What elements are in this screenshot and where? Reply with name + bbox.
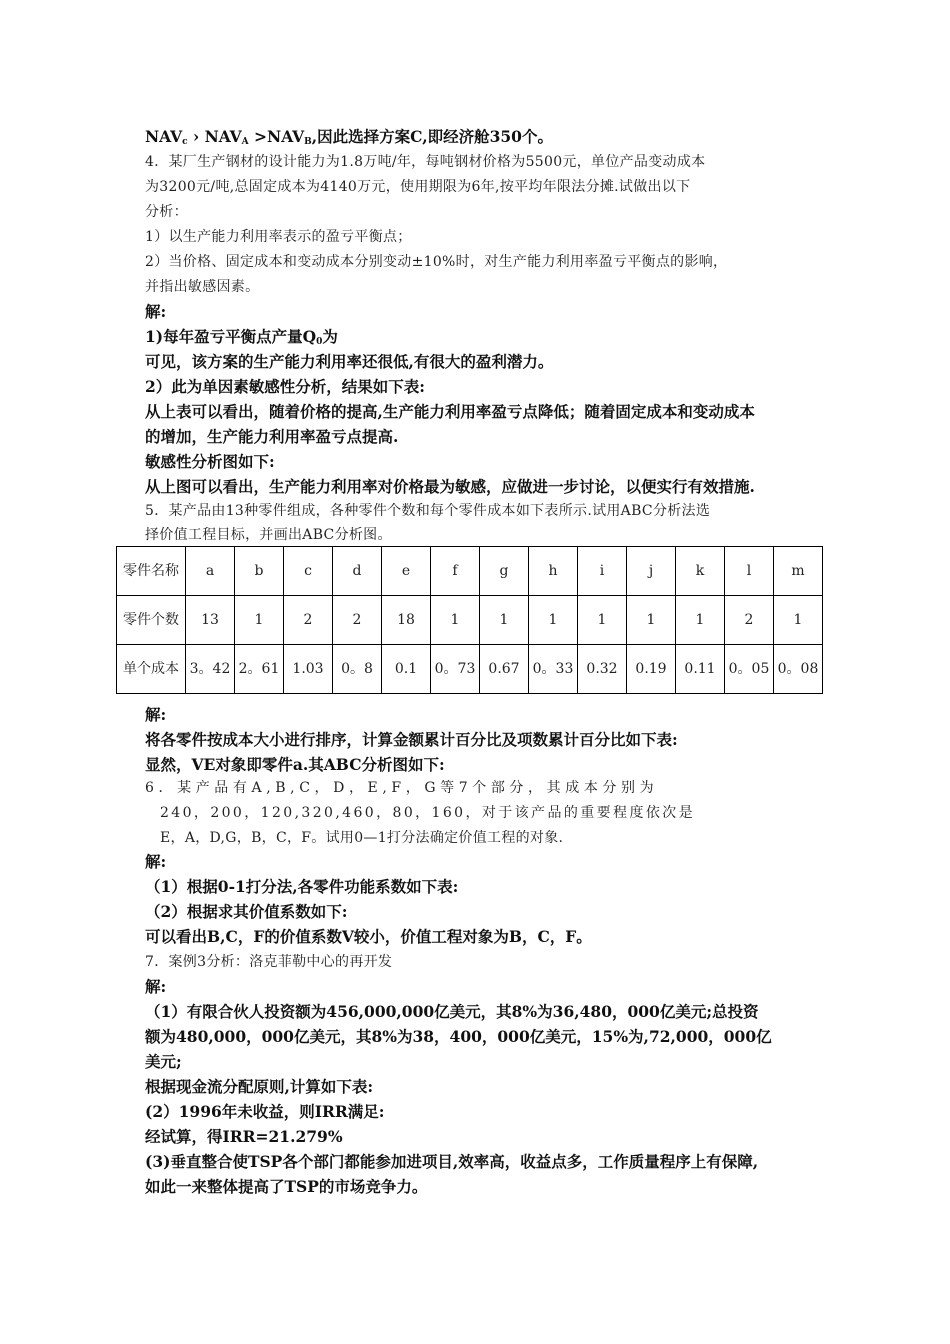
parts-table bbox=[116, 546, 823, 694]
table-cell: 1 bbox=[480, 596, 529, 645]
subscript-a: A bbox=[241, 137, 249, 147]
answer-4-line5: 的增加，生产能力利用率盈亏点提高. bbox=[145, 427, 399, 446]
table-cell: h bbox=[529, 547, 578, 596]
answer-7-label: 解: bbox=[145, 977, 167, 996]
answer-6-line2: （2）根据求其价值系数如下: bbox=[145, 902, 348, 921]
table-cell: 1 bbox=[627, 596, 676, 645]
table-cell: 1 bbox=[578, 596, 627, 645]
table-cell: 13 bbox=[186, 596, 235, 645]
row-header: 零件名称 bbox=[117, 547, 186, 596]
table-cell: a bbox=[186, 547, 235, 596]
text-nav: › NAV bbox=[187, 127, 242, 146]
subscript-c: c bbox=[182, 137, 188, 147]
table-cell: 0.1 bbox=[382, 645, 431, 694]
question-4-line1: 4．某厂生产钢材的设计能力为1.8万吨/年，每吨钢材价格为5500元，单位产品变动成本 bbox=[145, 154, 706, 170]
question-6-line1: 6．某产品有A,B,C，D，E,F，G等7个部分，其成本分别为 bbox=[145, 780, 659, 796]
table-row bbox=[117, 596, 823, 645]
answer-7-line5: (2）1996年未收益，则IRR满足: bbox=[145, 1102, 385, 1121]
table-cell: 2 bbox=[725, 596, 774, 645]
question-4-item2: 2）当价格、固定成本和变动成本分别变动±10%时，对生产能力利用率盈亏平衡点的影响， bbox=[145, 254, 728, 270]
answer-7-line8: 如此一来整体提高了TSP的市场竞争力。 bbox=[145, 1177, 428, 1196]
text-part: 1)每年盈亏平衡点产量Q bbox=[145, 327, 317, 346]
question-4-line2: 为3200元/吨,总固定成本为4140万元，使用期限为6年,按平均年限法分摊.试做出以下 bbox=[145, 179, 691, 195]
table-cell: m bbox=[774, 547, 823, 596]
table-cell: 2。61 bbox=[235, 645, 284, 694]
answer-7-line7: (3)垂直整合使TSP各个部门都能参加进项目,效率高，收益点多，工作质量程序上有保障, bbox=[145, 1152, 759, 1171]
table-cell: j bbox=[627, 547, 676, 596]
table-cell: 1 bbox=[529, 596, 578, 645]
table-cell: 0。8 bbox=[333, 645, 382, 694]
table-cell: e bbox=[382, 547, 431, 596]
question-4-item1: 1）以生产能力利用率表示的盈亏平衡点； bbox=[145, 229, 412, 245]
answer-4-line7: 从上图可以看出，生产能力利用率对价格最为敏感，应做进一步讨论，以便实行有效措施. bbox=[145, 477, 755, 496]
answer-7-line6: 经试算，得IRR=21.279% bbox=[145, 1127, 343, 1146]
table-cell: 0.19 bbox=[627, 645, 676, 694]
answer-7-line3: 美元; bbox=[145, 1052, 182, 1071]
table-cell: l bbox=[725, 547, 774, 596]
table-cell: 18 bbox=[382, 596, 431, 645]
answer-7-line1: （1）有限合伙人投资额为456,000,000亿美元，其8%为36,480，000亿美元;总投资 bbox=[145, 1002, 759, 1021]
table-cell: 1 bbox=[774, 596, 823, 645]
table-cell: b bbox=[235, 547, 284, 596]
table-cell: c bbox=[284, 547, 333, 596]
table-row bbox=[117, 547, 823, 596]
table-cell: k bbox=[676, 547, 725, 596]
answer-6-line3: 可以看出B,C，F的价值系数V较小，价值工程对象为B，C，F。 bbox=[145, 927, 592, 946]
subscript-b: B bbox=[304, 137, 312, 147]
table-cell: f bbox=[431, 547, 480, 596]
text-nav: >NAV bbox=[248, 127, 305, 146]
text-conclusion: ,因此选择方案C,即经济舱350个。 bbox=[311, 127, 553, 146]
table-cell: 0.11 bbox=[676, 645, 725, 694]
table-cell: 3。42 bbox=[186, 645, 235, 694]
table-cell: 0。05 bbox=[725, 645, 774, 694]
question-6-line2: 240，200，120,320,460，80，160，对于该产品的重要程度依次是 bbox=[160, 805, 696, 821]
answer-4-line3: 2）此为单因素敏感性分析，结果如下表: bbox=[145, 377, 426, 396]
answer-4-line4: 从上表可以看出，随着价格的提高,生产能力利用率盈亏点降低；随着固定成本和变动成本 bbox=[145, 402, 755, 421]
table-cell: 2 bbox=[284, 596, 333, 645]
table-cell: d bbox=[333, 547, 382, 596]
table-cell: 0。33 bbox=[529, 645, 578, 694]
table-cell: i bbox=[578, 547, 627, 596]
row-header: 单个成本 bbox=[117, 645, 186, 694]
table-cell: 1 bbox=[676, 596, 725, 645]
table-cell: 0。08 bbox=[774, 645, 823, 694]
table-cell: g bbox=[480, 547, 529, 596]
table-cell: 1.03 bbox=[284, 645, 333, 694]
text-part: 为 bbox=[322, 327, 338, 346]
table-cell: 1 bbox=[431, 596, 480, 645]
answer-5-label: 解: bbox=[145, 705, 167, 724]
text-nav: NAV bbox=[145, 127, 183, 146]
table-row bbox=[117, 645, 823, 694]
answer-5-line2: 显然，VE对象即零件a.其ABC分析图如下: bbox=[145, 755, 445, 774]
table-cell: 0.32 bbox=[578, 645, 627, 694]
answer-7-line4: 根据现金流分配原则,计算如下表: bbox=[145, 1077, 374, 1096]
table-cell: 0。73 bbox=[431, 645, 480, 694]
subscript-0: 0 bbox=[316, 337, 323, 347]
question-5-line1: 5．某产品由13种零件组成，各种零件个数和每个零件成本如下表所示.试用ABC分析法选 bbox=[145, 503, 711, 519]
question-4-item2-cont: 并指出敏感因素。 bbox=[145, 279, 260, 295]
table-cell: 1 bbox=[235, 596, 284, 645]
answer-4-line1 bbox=[145, 326, 338, 353]
answer-6-label: 解: bbox=[145, 852, 167, 871]
answer-5-line1: 将各零件按成本大小进行排序，计算金额累计百分比及项数累计百分比如下表: bbox=[145, 730, 678, 749]
question-5-line2: 择价值工程目标，并画出ABC分析图。 bbox=[145, 527, 392, 543]
answer-4-line2: 可见，该方案的生产能力利用率还很低,有很大的盈利潜力。 bbox=[145, 352, 554, 371]
answer-7-line2: 额为480,000，000亿美元，其8%为38，400，000亿美元，15%为,72,000，000亿 bbox=[145, 1027, 772, 1046]
table-cell: 0.67 bbox=[480, 645, 529, 694]
answer-6-line1: （1）根据0-1打分法,各零件功能系数如下表: bbox=[145, 877, 459, 896]
table-cell: 2 bbox=[333, 596, 382, 645]
question-6-line3: E，A，D,G，B，C，F。试用0—1打分法确定价值工程的对象. bbox=[160, 830, 564, 846]
question-7-line1: 7．案例3分析：洛克菲勒中心的再开发 bbox=[145, 954, 393, 970]
row-header: 零件个数 bbox=[117, 596, 186, 645]
question-4-line3: 分析： bbox=[145, 204, 188, 220]
answer-4-label: 解: bbox=[145, 302, 167, 321]
answer-4-line6: 敏感性分析图如下: bbox=[145, 452, 275, 471]
conclusion-line bbox=[145, 126, 553, 153]
